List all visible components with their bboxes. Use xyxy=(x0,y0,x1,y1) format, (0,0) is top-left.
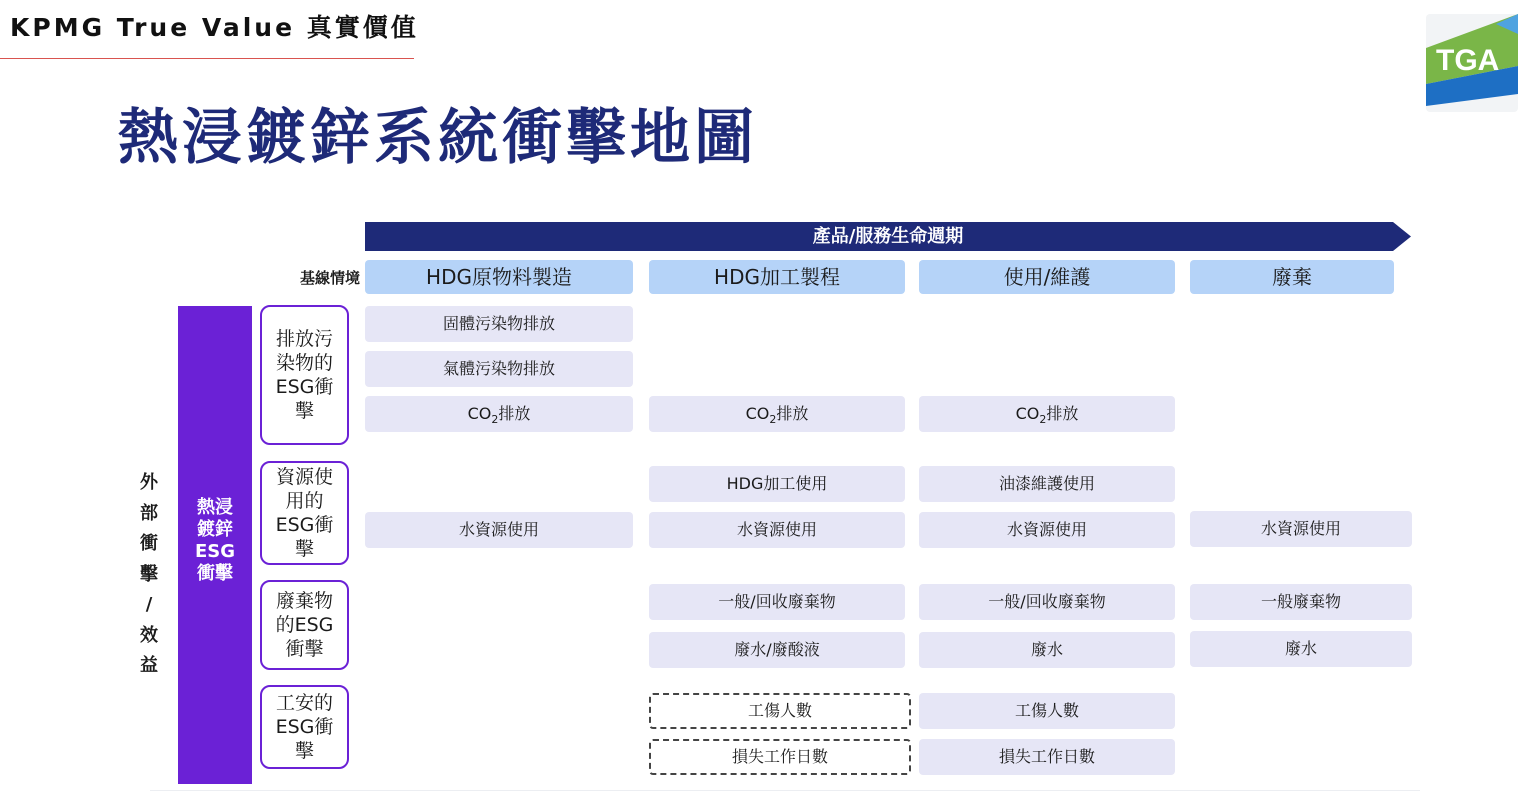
cell-water-processing: 水資源使用 xyxy=(649,512,905,548)
co2-subscript: 2 xyxy=(491,413,499,427)
outer-label-char: 擊 xyxy=(140,563,158,585)
cell-water-raw-material: 水資源使用 xyxy=(365,512,633,548)
esg-bar-line: 熱浸 xyxy=(197,497,233,518)
cell-water-disposal: 水資源使用 xyxy=(1190,511,1412,547)
cell-gas-pollutant: 氣體污染物排放 xyxy=(365,351,633,387)
outer-label-char: 效 xyxy=(140,624,158,646)
header-divider xyxy=(0,58,414,59)
category-line: 的ESG xyxy=(275,614,334,636)
category-line: 染物的 xyxy=(275,352,333,374)
cell-recycled-waste-use: 一般/回收廢棄物 xyxy=(919,584,1175,620)
phase-raw-material: HDG原物料製造 xyxy=(365,260,633,294)
cell-general-waste-disposal: 一般廢棄物 xyxy=(1190,584,1412,620)
category-pollutant-emissions xyxy=(260,305,349,445)
cell-co2-use xyxy=(919,396,1175,432)
category-waste xyxy=(260,580,349,670)
outer-label-char: 衝 xyxy=(140,533,158,554)
outer-label-char: 部 xyxy=(140,502,158,524)
category-line: ESG衝 xyxy=(275,514,334,536)
category-resource-use xyxy=(260,461,349,565)
cell-wastewater-use: 廢水 xyxy=(919,632,1175,668)
tga-logo xyxy=(1426,14,1518,112)
category-line: ESG衝 xyxy=(275,376,334,398)
brand-title: KPMG True Value 真實價值 xyxy=(10,13,419,42)
category-line: 資源使 xyxy=(275,466,333,488)
category-line: 擊 xyxy=(294,740,314,762)
svg-text:TGA: TGA xyxy=(1436,44,1500,77)
cell-hdg-processing-use: HDG加工使用 xyxy=(649,466,905,502)
external-impact-label xyxy=(132,468,166,682)
outer-label-char: / xyxy=(145,594,153,615)
lifecycle-label: 產品/服務生命週期 xyxy=(812,226,964,247)
esg-bar-line: 鍍鋅 xyxy=(197,519,233,540)
co2-suffix: 排放 xyxy=(498,404,531,423)
esg-bar-line: 衝擊 xyxy=(197,563,233,584)
cell-injuries-processing: 工傷人數 xyxy=(649,693,911,729)
co2-text: CO xyxy=(745,404,770,423)
baseline-label: 基線情境 xyxy=(299,269,360,287)
page-title: 熱浸鍍鋅系統衝擊地圖 xyxy=(118,103,758,173)
category-occupational-safety xyxy=(260,685,349,769)
phase-disposal: 廢棄 xyxy=(1190,260,1394,294)
cell-co2-raw-material xyxy=(365,396,633,432)
cell-lost-workdays-use: 損失工作日數 xyxy=(919,739,1175,775)
co2-text: CO xyxy=(467,404,492,423)
co2-text: CO xyxy=(1015,404,1040,423)
phase-use-maintenance: 使用/維護 xyxy=(919,260,1175,294)
bottom-divider xyxy=(150,790,1420,791)
category-line: 用的 xyxy=(285,490,324,512)
category-line: 工安的 xyxy=(275,692,333,714)
category-line: ESG衝 xyxy=(275,716,334,738)
cell-co2-processing xyxy=(649,396,905,432)
cell-solid-pollutant: 固體污染物排放 xyxy=(365,306,633,342)
phase-processing: HDG加工製程 xyxy=(649,260,905,294)
category-line: 擊 xyxy=(294,400,314,422)
cell-wastewater-disposal: 廢水 xyxy=(1190,631,1412,667)
co2-subscript: 2 xyxy=(769,413,777,427)
cell-injuries-use: 工傷人數 xyxy=(919,693,1175,729)
category-line: 衝擊 xyxy=(285,638,324,660)
co2-suffix: 排放 xyxy=(1046,404,1079,423)
esg-bar-line: ESG xyxy=(194,541,236,562)
cell-paint-maintenance-use: 油漆維護使用 xyxy=(919,466,1175,502)
esg-bar-label xyxy=(178,497,252,585)
category-line: 廢棄物 xyxy=(275,590,333,612)
outer-label-char: 外 xyxy=(140,472,158,493)
category-line: 排放污 xyxy=(275,328,333,350)
co2-subscript: 2 xyxy=(1039,413,1047,427)
cell-lost-workdays-processing: 損失工作日數 xyxy=(649,739,911,775)
cell-recycled-waste-processing: 一般/回收廢棄物 xyxy=(649,584,905,620)
co2-suffix: 排放 xyxy=(776,404,809,423)
cell-water-use: 水資源使用 xyxy=(919,512,1175,548)
outer-label-char: 益 xyxy=(140,655,158,676)
cell-wastewater-acid-processing: 廢水/廢酸液 xyxy=(649,632,905,668)
category-line: 擊 xyxy=(294,538,314,560)
